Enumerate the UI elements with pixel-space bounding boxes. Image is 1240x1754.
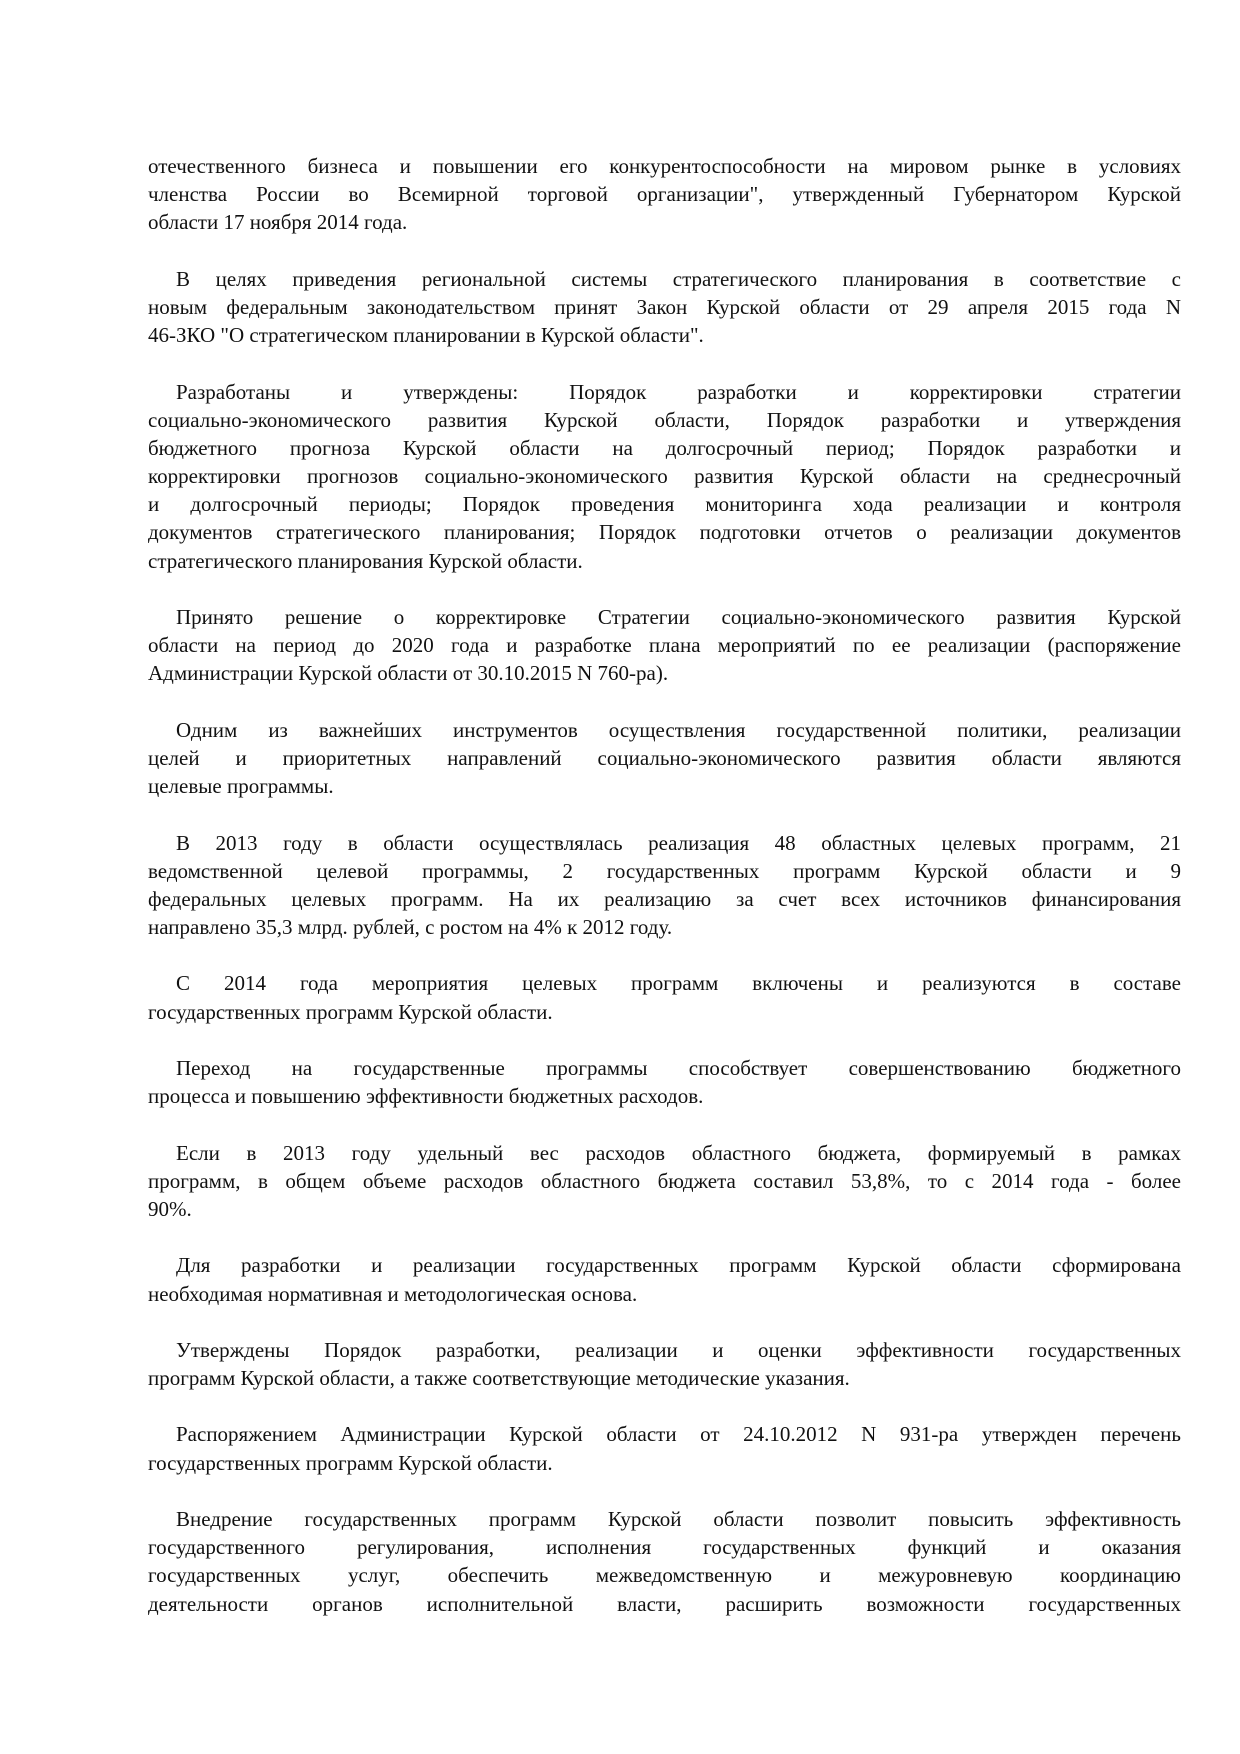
- paragraph: [148, 1251, 1181, 1307]
- text-line: программ Курской области, а также соответствующие методические указания.: [148, 1366, 850, 1391]
- text-line: государственного регулирования, исполнения государственных функций и оказания: [148, 1535, 1181, 1560]
- text-line: государственных программ Курской области.: [148, 999, 553, 1024]
- paragraph: [148, 716, 1181, 801]
- text-line: новым федеральным законодательством принят Закон Курской области от 29 апреля 2015 года N: [148, 294, 1181, 319]
- text-line: Переход на государственные программы способствует совершенствованию бюджетного: [176, 1056, 1181, 1080]
- text-line: области 17 ноября 2014 года.: [148, 210, 408, 235]
- text-line: Внедрение государственных программ Курской области позволит повысить эффективность: [176, 1507, 1181, 1531]
- text-line: В целях приведения региональной системы стратегического планирования в соответствие с: [176, 266, 1181, 291]
- text-line: Распоряжением Администрации Курской области от 24.10.2012 N 931-ра утвержден перечень: [176, 1422, 1181, 1447]
- text-line: Для разработки и реализации государственных программ Курской области сформирована: [176, 1253, 1181, 1278]
- text-line: социально-экономического развития Курской области, Порядок разработки и утверждения: [148, 407, 1181, 432]
- paragraph: [148, 378, 1181, 575]
- text-line: целей и приоритетных направлений социально-экономического развития области являются: [148, 745, 1181, 770]
- text-line: Одним из важнейших инструментов осуществления государственной политики, реализации: [176, 717, 1181, 742]
- text-line: 46-ЗКО "О стратегическом планировании в Курской области".: [148, 323, 704, 348]
- text-line: отечественного бизнеса и повышении его конкурентоспособности на мировом рынке в условиях: [148, 154, 1181, 178]
- paragraph: [148, 1505, 1181, 1618]
- text-line: В 2013 году в области осуществлялась реализация 48 областных целевых программ, 21: [176, 830, 1181, 855]
- paragraph: [148, 603, 1181, 688]
- text-line: деятельности органов исполнительной власти, расширить возможности государственных: [148, 1591, 1181, 1616]
- text-line: ведомственной целевой программы, 2 государственных программ Курской области и 9: [148, 858, 1181, 883]
- text-line: документов стратегического планирования; Порядок подготовки отчетов о реализации документов: [148, 520, 1181, 545]
- text-line: федеральных целевых программ. На их реализацию за счет всех источников финансирования: [148, 886, 1181, 911]
- text-line: и долгосрочный периоды; Порядок проведения мониторинга хода реализации и контроля: [148, 492, 1181, 517]
- text-line: корректировки прогнозов социально-экономического развития Курской области на среднесрочный: [148, 464, 1181, 489]
- text-line: С 2014 года мероприятия целевых программ включены и реализуются в составе: [176, 971, 1181, 996]
- text-line: бюджетного прогноза Курской области на долгосрочный период; Порядок разработки и: [148, 435, 1181, 460]
- paragraph: [148, 1420, 1181, 1476]
- paragraph: [148, 265, 1181, 350]
- text-line: Если в 2013 году удельный вес расходов областного бюджета, формируемый в рамках: [176, 1140, 1181, 1165]
- text-line: необходимая нормативная и методологическая основа.: [148, 1281, 638, 1306]
- document-page: [148, 152, 1181, 1646]
- text-line: государственных программ Курской области.: [148, 1450, 553, 1475]
- text-line: направлено 35,3 млрд. рублей, с ростом на 4% к 2012 году.: [148, 915, 673, 940]
- paragraph: [148, 1054, 1181, 1110]
- text-line: Утверждены Порядок разработки, реализации и оценки эффективности государственных: [176, 1337, 1181, 1362]
- text-line: программ, в общем объеме расходов областного бюджета составил 53,8%, то с 2014 года - более: [148, 1168, 1181, 1193]
- text-line: Разработаны и утверждены: Порядок разработки и корректировки стратегии: [176, 379, 1181, 404]
- text-line: 90%.: [148, 1196, 192, 1221]
- text-line: процесса и повышению эффективности бюджетных расходов.: [148, 1084, 704, 1109]
- paragraph: [148, 152, 1181, 237]
- text-line: Принято решение о корректировке Стратегии социально-экономического развития Курской: [176, 605, 1181, 629]
- paragraph: [148, 1139, 1181, 1224]
- text-line: целевые программы.: [148, 774, 334, 799]
- text-line: членства России во Всемирной торговой организации", утвержденный Губернатором Курской: [148, 182, 1181, 207]
- paragraph: [148, 1336, 1181, 1392]
- text-line: области на период до 2020 года и разработке плана мероприятий по ее реализации (распоряжение: [148, 633, 1181, 658]
- text-line: государственных услуг, обеспечить межведомственную и межуровневую координацию: [148, 1563, 1181, 1588]
- text-line: стратегического планирования Курской области.: [148, 548, 583, 573]
- paragraph: [148, 969, 1181, 1025]
- text-line: Администрации Курской области от 30.10.2015 N 760-ра).: [148, 661, 669, 686]
- paragraph: [148, 829, 1181, 942]
